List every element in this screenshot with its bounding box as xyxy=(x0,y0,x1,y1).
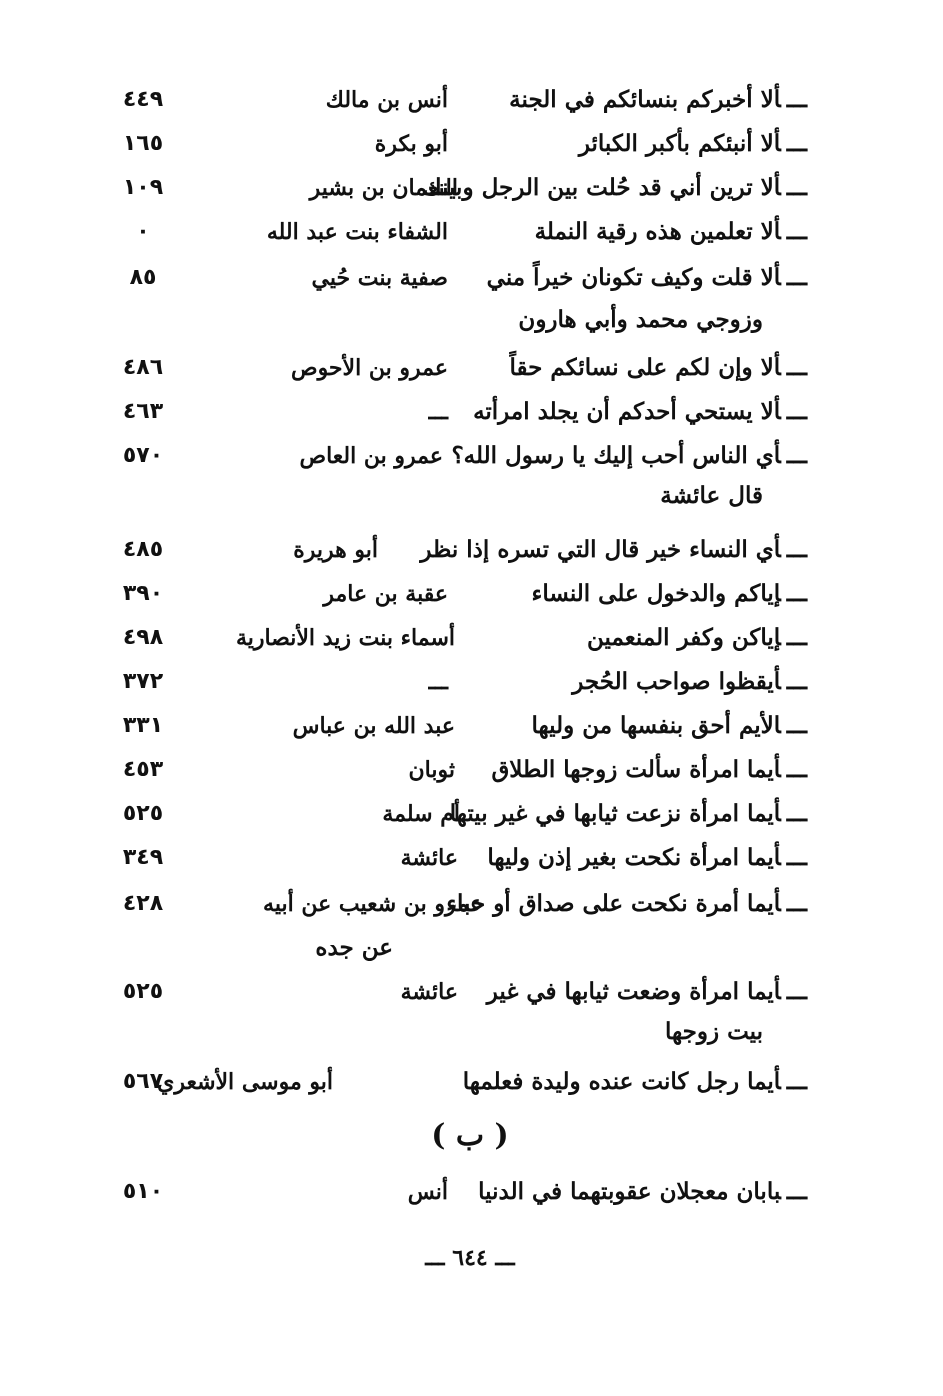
index-entry xyxy=(0,1172,943,1218)
hadith-text: ـــإياكن وكفر المنعمين xyxy=(587,624,807,651)
page-ref: ٣٣١ xyxy=(122,713,164,738)
page-ref: ٤٤٩ xyxy=(122,87,164,112)
page-ref: ٥١٠ xyxy=(122,1179,164,1204)
narrator: أسماء بنت زيد الأنصارية xyxy=(235,625,455,651)
index-entry xyxy=(0,530,943,576)
hadith-text: ـــإياكم والدخول على النساء xyxy=(531,580,807,607)
hadith-continuation: عن جده xyxy=(315,934,393,961)
hadith-text: ـــأيما امرأة نزعت ثيابها في غير بيتها xyxy=(449,800,807,827)
index-entry xyxy=(0,1062,943,1108)
page-ref: ٤٢٨ xyxy=(122,891,164,916)
page-number: ـــ ٦٤٤ ـــ xyxy=(425,1245,515,1271)
hadith-text: ـــأيما امرأة نكحت بغير إذن وليها xyxy=(487,844,807,871)
page-ref: ٣٩٠ xyxy=(122,581,164,606)
hadith-continuation: وزوجي محمد وأبي هارون xyxy=(518,306,763,333)
narrator: عائشة xyxy=(400,845,458,871)
page-ref: ٤٨٥ xyxy=(122,537,164,562)
page-ref: ٤٥٣ xyxy=(122,757,164,782)
index-entry xyxy=(0,258,943,304)
narrator: عمرو بن العاص xyxy=(299,443,443,469)
index-entry xyxy=(0,662,943,708)
index-entry xyxy=(0,972,943,1018)
narrator: أنس xyxy=(407,1179,448,1205)
hadith-text: ـــألا ترين أني قد حُلت بين الرجل وبينك xyxy=(422,174,807,201)
page-ref: ٣٧٢ xyxy=(122,669,164,694)
hadith-text: ـــأي الناس أحب إليك يا رسول الله؟ xyxy=(451,442,807,469)
narrator: عائشة xyxy=(400,979,458,1005)
page-ref: ١٦٥ xyxy=(122,131,164,156)
hadith-text: ـــأيما امرأة وضعت ثيابها في غير xyxy=(486,978,807,1005)
index-entry xyxy=(0,80,943,126)
page-ref: ٥٢٥ xyxy=(122,979,164,1004)
page-ref: ٨٥ xyxy=(129,265,157,290)
hadith-text: ـــأيما رجل كانت عنده وليدة فعلمها xyxy=(462,1068,807,1095)
index-entry xyxy=(0,574,943,620)
hadith-text: ـــألا قلت وكيف تكونان خيراً مني xyxy=(486,264,807,291)
index-entry xyxy=(0,168,943,214)
narrator: أبو هريرة xyxy=(293,537,378,563)
page-ref: ٣٤٩ xyxy=(122,845,164,870)
index-entry xyxy=(0,124,943,170)
index-entry xyxy=(0,392,943,438)
page-ref: ٥٧٠ xyxy=(122,443,164,468)
hadith-text: ـــألا أنبئكم بأكبر الكبائر xyxy=(578,130,807,157)
narrator: عمرو بن شعيب عن أبيه xyxy=(263,891,483,917)
hadith-text: ـــبابان معجلان عقوبتهما في الدنيا xyxy=(478,1178,807,1205)
narrator: الشفاء بنت عبد الله xyxy=(266,219,448,245)
hadith-text: ـــأيما أمرة نكحت على صداق أو حباء xyxy=(446,890,807,917)
narrator: عمرو بن الأحوص xyxy=(290,355,448,381)
narrator: ـــ xyxy=(428,399,448,425)
hadith-text: ـــألا أخبركم بنسائكم في الجنة xyxy=(509,86,807,113)
narrator: أنس بن مالك xyxy=(325,87,448,113)
page-ref: ٥٦٧ xyxy=(122,1069,164,1094)
section-heading: ( ب ) xyxy=(431,1118,509,1153)
hadith-continuation: قال عائشة xyxy=(660,482,763,509)
narrator: أبو بكرة xyxy=(374,131,448,157)
hadith-text: ـــألا وإن لكم على نسائكم حقاً xyxy=(509,354,807,381)
index-entry xyxy=(0,706,943,752)
hadith-text: ـــأي النساء خير قال التي تسره إذا نظر xyxy=(420,536,807,563)
hadith-text: ـــألا تعلمين هذه رقية النملة xyxy=(534,218,807,245)
narrator: ـــ xyxy=(428,669,448,695)
index-entry xyxy=(0,794,943,840)
narrator: ثوبان xyxy=(408,757,455,783)
page-ref: ٥٢٥ xyxy=(122,801,164,826)
index-entry xyxy=(0,838,943,884)
page-ref: ١٠٩ xyxy=(122,175,164,200)
hadith-text: ـــألا يستحي أحدكم أن يجلد امرأته xyxy=(473,398,807,425)
index-entry xyxy=(0,618,943,664)
index-entry xyxy=(0,212,943,258)
page-ref: ٠ xyxy=(136,219,150,244)
narrator: أم سلمة xyxy=(382,801,460,827)
narrator: عبد الله بن عباس xyxy=(292,713,455,739)
hadith-text: ـــأيما امرأة سألت زوجها الطلاق xyxy=(491,756,807,783)
hadith-text: ـــأيقظوا صواحب الحُجر xyxy=(572,668,807,695)
narrator: أبو موسى الأشعري xyxy=(157,1069,333,1095)
index-entry xyxy=(0,884,943,930)
hadith-text: ـــالأيم أحق بنفسها من وليها xyxy=(531,712,807,739)
page-ref: ٤٦٣ xyxy=(122,399,164,424)
narrator: النعمان بن بشير xyxy=(309,175,458,201)
page-ref: ٤٩٨ xyxy=(122,625,164,650)
index-entry xyxy=(0,348,943,394)
narrator: عقبة بن عامر xyxy=(323,581,448,607)
hadith-continuation: بيت زوجها xyxy=(665,1018,763,1045)
narrator: صفية بنت حُيي xyxy=(311,265,448,291)
index-entry xyxy=(0,436,943,482)
index-entry xyxy=(0,750,943,796)
page-ref: ٤٨٦ xyxy=(122,355,164,380)
